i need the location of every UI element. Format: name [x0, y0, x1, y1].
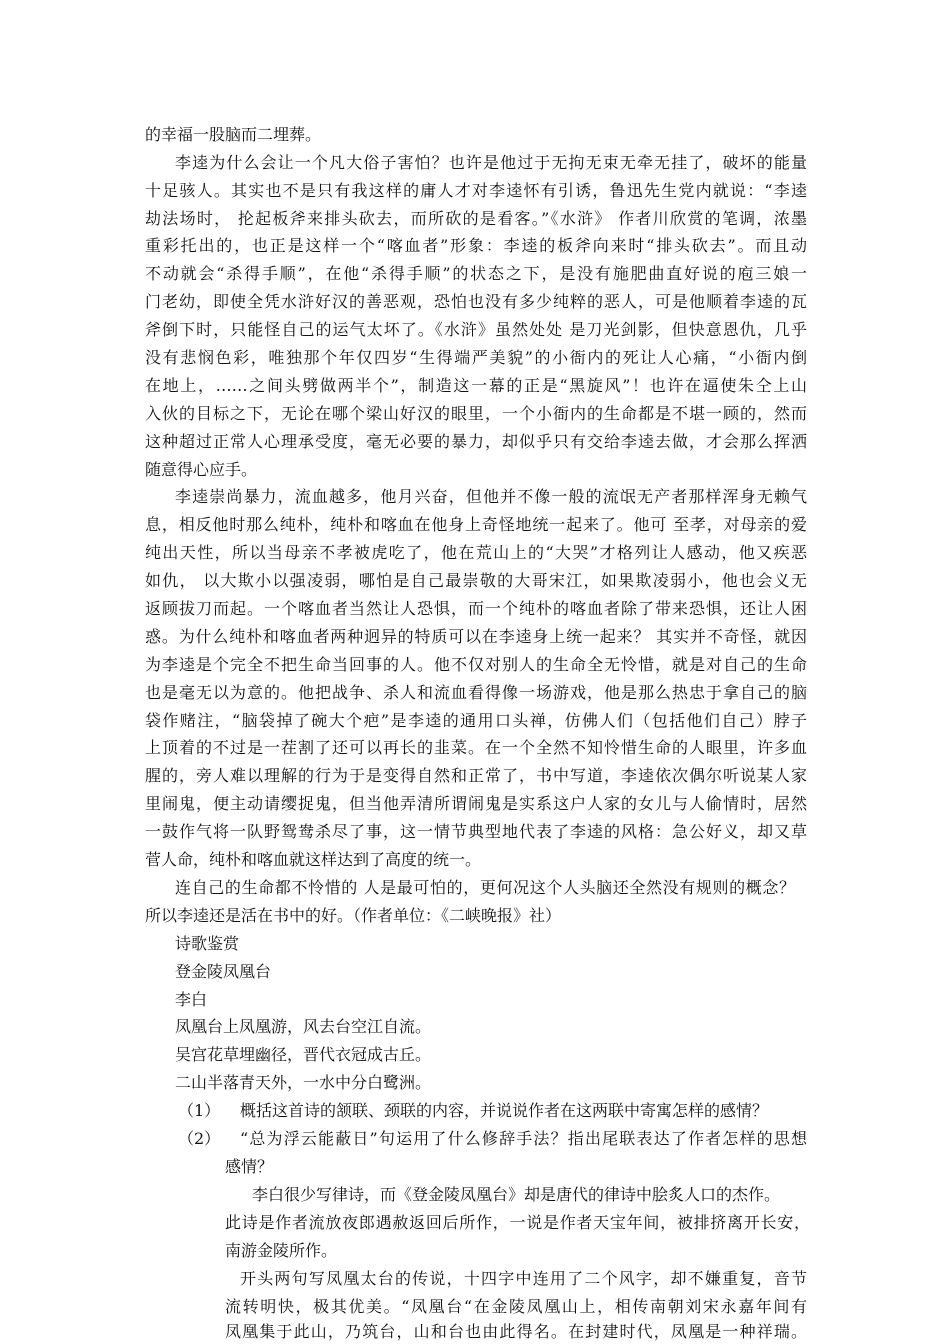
poem-title: 登金陵凤凰台 — [175, 962, 272, 981]
section-heading: 诗歌鉴赏 — [175, 934, 240, 953]
question-text: 概括这首诗的颔联、颈联的内容，并说说作者在这两联中寄寓怎样的感情？ — [240, 1101, 769, 1120]
commentary-line: 凤凰集于此山，乃筑台，山和台也由此得名。在封建时代，凤凰是一种祥瑞。 — [225, 1322, 807, 1341]
text-line: 十足骇人。其实也不是只有我这样的庸人才对李逵怀有引诱，鲁迅先生党内就说：“李逵 — [145, 181, 807, 200]
text-line: 所以李逵还是活在书中的好。（作者单位：《二峡晚报》社） — [145, 906, 562, 925]
question-text: “总为浮云能蔽日”句运用了什么修辞手法？指出尾联表达了作者怎样的思想 — [240, 1129, 807, 1148]
commentary-line: 南游金陵所作。 — [225, 1241, 338, 1260]
text-line: 随意得心应手。 — [145, 460, 258, 479]
text-line: 纯出天性，所以当母亲不孝被虎吃了，他在荒山上的“大哭”才格列让人感动，他又疾恶 — [145, 543, 807, 562]
text-line: 劫法场时， 抡起板斧来排头砍去，而所砍的是看客。”《水浒》 作者川欣赏的笔调，浓墨 — [145, 209, 807, 228]
text-line: 在地上，……之间头劈做两半个”，制造这一幕的正是“黑旋风”！也许在逼使朱仝上山 — [145, 376, 807, 395]
text-line: 李逵崇尚暴力，流血越多，他月兴奋，但他并不像一般的流氓无产者那样浑身无赖气 — [175, 487, 807, 506]
text-line: 不动就会“杀得手顺”，在他“杀得手顺”的状态之下，是没有施肥曲直好说的庖三娘一 — [145, 264, 807, 283]
text-line: 斧倒下时，只能怪自己的运气太坏了。《水浒》虽然处处 是刀光剑影，但快意恩仇，几乎 — [145, 320, 807, 339]
text-line: 袋作赌注，“脑袋掉了碗大个疤”是李逵的通用口头禅，仿佛人们（包括他们自己）脖子 — [145, 711, 807, 730]
question-text: 感情？ — [225, 1157, 274, 1176]
text-line: 李逵为什么会让一个凡大俗子害怕？也许是他过于无拘无束无牵无挂了，破坏的能量 — [175, 153, 807, 172]
commentary-line: 此诗是作者流放夜郎遇赦返回后所作，一说是作者天宝年间，被排挤离开长安， — [225, 1213, 810, 1232]
text-line: 这种超过正常人心理承受度，毫无必要的暴力，却似乎只有交给李逵去做，才会那么挥洒 — [145, 432, 807, 451]
text-line: 菅人命，纯朴和喀血就这样达到了高度的统一。 — [145, 850, 482, 869]
poem-line: 二山半落青天外，一水中分白鹭洲。 — [175, 1073, 432, 1092]
text-line: 惑。为什么纯朴和喀血者两种迥异的特质可以在李逵身上统一起来？ 其实并不奇怪，就因 — [145, 627, 807, 646]
text-line: 一鼓作气将一队野鸳鸯杀尽了事，这一情节典型地代表了李逵的风格：急公好义，却又草 — [145, 822, 807, 841]
text-line: 也是毫无以为意的。他把战争、杀人和流血看得像一场游戏，他是那么热忠于拿自己的脑 — [145, 683, 807, 702]
question-number: （2） — [178, 1129, 221, 1148]
text-line: 没有悲悯色彩，唯独那个年仅四岁“生得端严美貌”的小衙内的死让人心痛，“小衙内倒 — [145, 348, 807, 367]
text-line: 上顶着的不过是一茬割了还可以再长的韭菜。在一个全然不知怜惜生命的人眼里，许多血 — [145, 738, 807, 757]
text-line: 腥的，旁人难以理解的行为于是变得自然和正常了，书中写道，李逵依次偶尔听说某人家 — [145, 766, 807, 785]
commentary-line: 流转明快，极其优美。“凤凰台“在金陵凤凰山上，相传南朝刘宋永嘉年间有 — [225, 1297, 807, 1316]
commentary-line: 李白很少写律诗，而《登金陵凤凰台》却是唐代的律诗中脍炙人口的杰作。 — [252, 1185, 781, 1204]
poem-author: 李白 — [175, 990, 208, 1009]
text-line: 入伙的目标之下，无论在哪个梁山好汉的眼里，一个小衙内的生命都是不堪一顾的，然而 — [145, 404, 807, 423]
commentary-line: 开头两句写凤凰太台的传说，十四字中连用了二个风字，却不嫌重复，音节 — [240, 1269, 807, 1288]
text-line: 为李逵是个完全不把生命当回事的人。他不仅对别人的生命全无怜惜，就是对自己的生命 — [145, 655, 807, 674]
text-line: 连自己的生命都不怜惜的 人是最可怕的，更何况这个人头脑还全然没有规则的概念？ — [175, 878, 795, 897]
poem-line: 凤凰台上凤凰游，风去台空江自流。 — [175, 1017, 432, 1036]
text-line: 返顾拔刀而起。一个喀血者当然让人恐惧，而一个纯朴的喀血者除了带来恐惧，还让人困 — [145, 599, 807, 618]
text-line: 如仇， 以大欺小以强凌弱，哪怕是自己最崇敬的大哥宋江，如果欺凌弱小，他也会义无 — [145, 571, 807, 590]
text-line: 门老幼，即使全凭水浒好汉的善恶观，恐怕也没有多少纯粹的恶人，可是他顺着李逵的瓦 — [145, 292, 807, 311]
text-line: 的幸福一股脑而二埋葬。 — [145, 125, 322, 144]
text-line: 重彩托出的，也正是这样一个“喀血者”形象：李逵的板斧向来时“排头砍去”。而且动 — [145, 236, 807, 255]
poem-line: 吴宫花草埋幽径，晋代衣冠成古丘。 — [175, 1045, 432, 1064]
text-line: 息，相反他时那么纯朴，纯朴和喀血在他身上奇怪地统一起来了。他可 至孝，对母亲的爱 — [145, 515, 807, 534]
text-line: 里闹鬼，便主动请缨捉鬼，但当他弄清所谓闹鬼是实系这户人家的女儿与人偷情时，居然 — [145, 794, 807, 813]
question-number: （1） — [178, 1101, 221, 1120]
